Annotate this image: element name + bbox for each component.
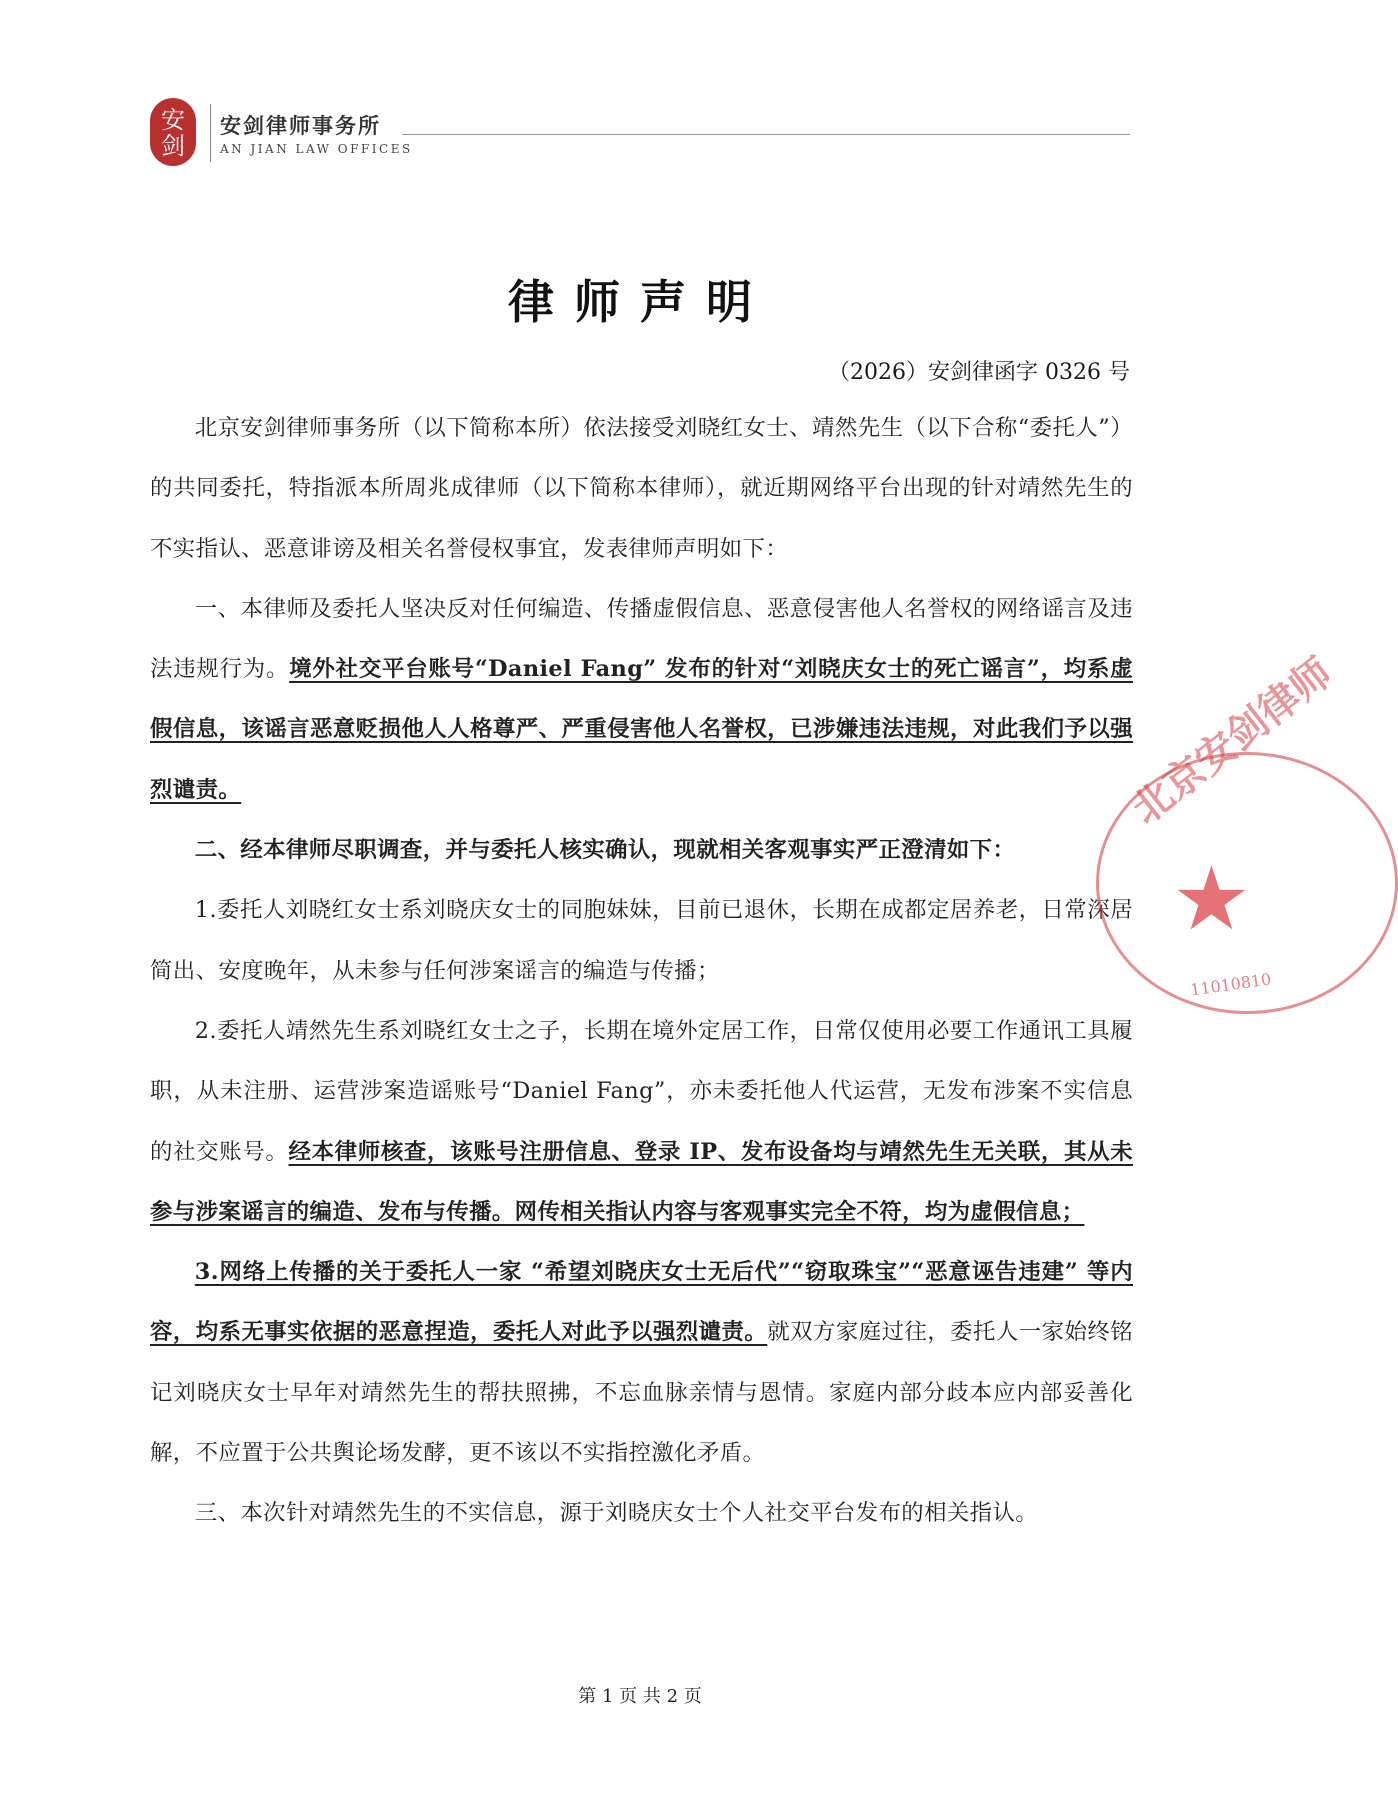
reference-number: （2026）安剑律函字 0326 号 [828, 360, 1130, 385]
item-two-text: 2.委托人靖然先生系刘晓红女士之子，长期在境外定居工作，日常仅使用必要工作通讯工具履职，从未注册、运营涉案造谣账号“Daniel Fang”，亦未委托他人代运营，无发布涉案不实信息的社交账号。 [150, 1017, 1133, 1165]
paragraph-item-one: 1.委托人刘晓红女士系刘晓庆女士的同胞妹妹，目前已退休，长期在成都定居养老，日常深居简出、安度晚年，从未参与任何涉案谣言的编造与传播； [150, 897, 1133, 984]
document-title: 律师声明 [508, 275, 772, 329]
paragraph-item-three [150, 1242, 1133, 1483]
letterhead [150, 98, 1130, 170]
paragraph-item-two [150, 1001, 1133, 1242]
firm-name-en: AN JIAN LAW OFFICES [220, 142, 413, 156]
logo-glyph-bottom: 剑 [161, 132, 185, 160]
seal-number: 11010810 [1189, 969, 1273, 1000]
paragraph-section-three: 三、本次针对靖然先生的不实信息，源于刘晓庆女士个人社交平台发布的相关指认。 [194, 1500, 1039, 1527]
item-three-text: 就双方家庭过往，委托人一家始终铭记刘晓庆女士早年对靖然先生的帮扶照拂，不忘血脉亲情与恩情。家庭内部分歧本应内部妥善化解，不应置于公共舆论场发酵，更不该以不实指控激化矛盾。 [150, 1319, 1133, 1467]
paragraph-intro: 北京安剑律师事务所（以下简称本所）依法接受刘晓红女士、靖然先生（以下合称“委托人”）的共同委托，特指派本所周兆成律师（以下简称本律师），就近期网络平台出现的针对靖然先生的不实指认、恶意诽谤及相关名誉侵权事宜，发表律师声明如下： [150, 415, 1133, 562]
official-seal [1096, 752, 1398, 1014]
star-icon: ★ [1172, 847, 1251, 950]
paragraph-section-one [150, 579, 1133, 820]
section-one-emphasis: 境外社交平台账号“Daniel Fang” 发布的针对“刘晓庆女士的死亡谣言”，均系虚假信息，该谣言恶意贬损他人人格尊严、严重侵害他人名誉权，已涉嫌违法违规，对此我们予以强烈谴责。 [150, 656, 1133, 803]
page-indicator: 第 1 页 共 2 页 [578, 1686, 702, 1707]
firm-logo [150, 98, 196, 166]
section-one-text: 一、本律师及委托人坚决反对任何编造、传播虚假信息、恶意侵害他人名誉权的网络谣言及违法违规行为。 [150, 595, 1133, 683]
item-three-emphasis: 3.网络上传播的关于委托人一家 “希望刘晓庆女士无后代”“窃取珠宝”“恶意诬告违建” 等内容，均系无事实依据的恶意捏造，委托人对此予以强烈谴责。 [150, 1259, 1133, 1346]
firm-name-cn: 安剑律师事务所 [220, 113, 381, 138]
paragraph-section-two: 二、经本律师尽职调查，并与委托人核实确认，现就相关客观事实严正澄清如下： [194, 837, 1016, 864]
seal-text: 北京安剑律师 [1122, 648, 1341, 834]
item-two-emphasis: 经本律师核查，该账号注册信息、登录 IP、发布设备均与靖然先生无关联，其从未参与涉案谣言的编造、发布与传播。网传相关指认内容与客观事实完全不符，均为虚假信息； [150, 1138, 1133, 1225]
logo-glyph-top: 安 [161, 106, 185, 134]
document-body [150, 398, 1133, 1544]
logo-divider [210, 104, 211, 162]
header-rule [402, 134, 1130, 135]
